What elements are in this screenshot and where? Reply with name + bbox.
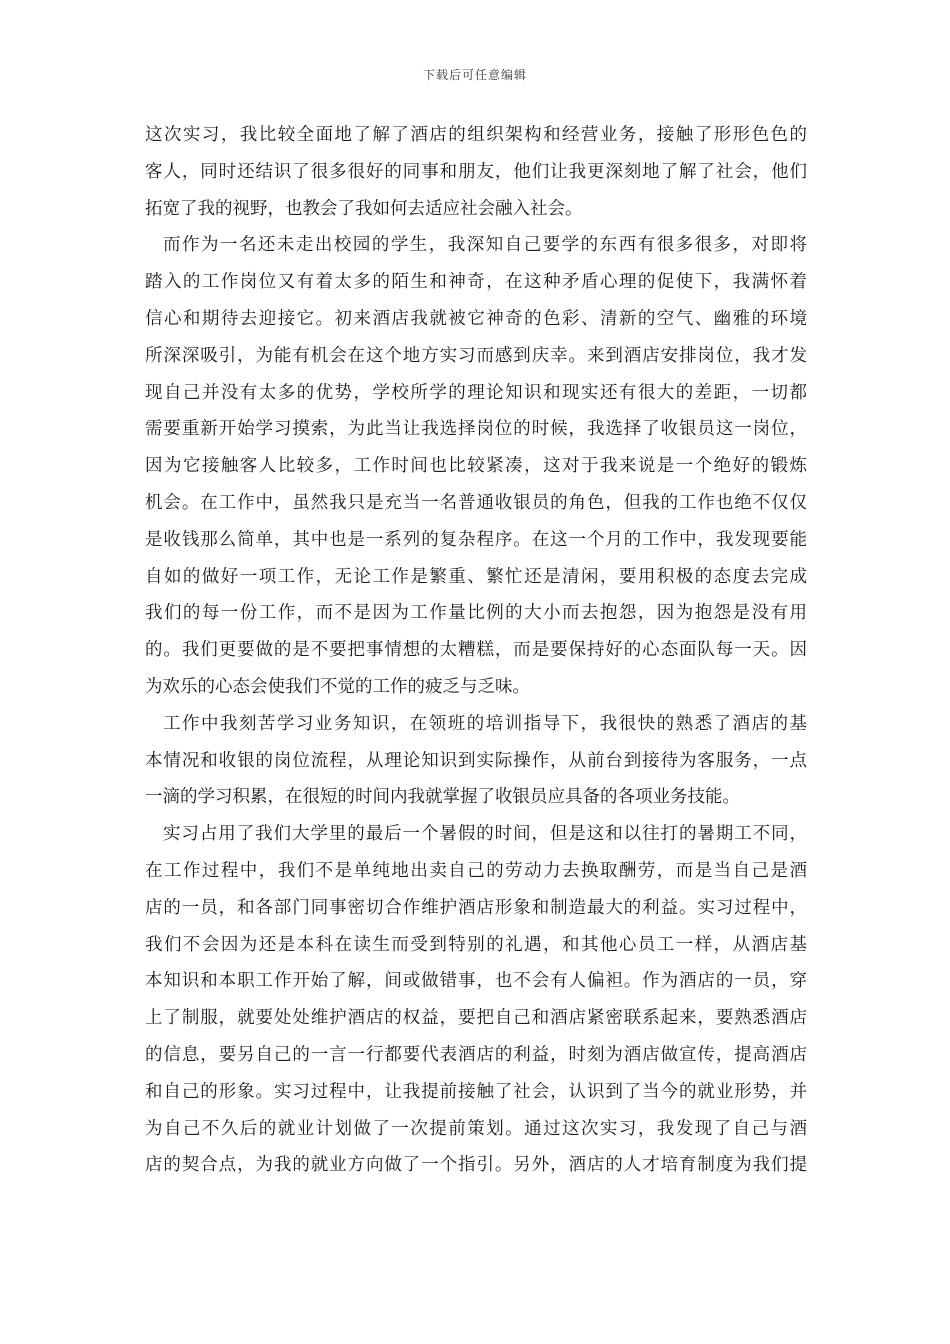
- text-line: 本情况和收银的岗位流程，从理论知识到实际操作，从前台到接待为客服务，一点: [145, 750, 807, 771]
- document-body: [145, 117, 807, 1184]
- text-line: 因为它接触客人比较多，工作时间也比较紧凑，这对于我来说是一个绝好的锻炼: [145, 456, 807, 477]
- text-line: 而作为一名还未走出校园的学生，我深知自己要学的东西有很多很多，对即将: [163, 235, 807, 256]
- text-line: 一滴的学习积累，在很短的时间内我就掌握了收银员应具备的各项业务技能。: [145, 787, 740, 808]
- text-line: 踏入的工作岗位又有着太多的陌生和神奇，在这种矛盾心理的促使下，我满怀着: [145, 272, 807, 293]
- text-line: 我们的每一份工作，而不是因为工作量比例的大小而去抱怨，因为抱怨是没有用: [145, 603, 807, 624]
- text-line: 的信息，要另自己的一言一行都要代表酒店的利益，时刻为酒店做宣传，提高酒店: [145, 1044, 807, 1065]
- text-line: 拓宽了我的视野，也教会了我如何去适应社会融入社会。: [145, 198, 583, 219]
- text-line: 的。我们更要做的是不要把事情想的太糟糕，而是要保持好的心态面队每一天。因: [145, 640, 807, 661]
- text-line: 是收钱那么简单，其中也是一系列的复杂程序。在这一个月的工作中，我发现要能: [145, 529, 807, 550]
- text-line: 信心和期待去迎接它。初来酒店我就被它神奇的色彩、清新的空气、幽雅的环境: [145, 308, 807, 329]
- text-line: 在工作过程中，我们不是单纯地出卖自己的劳动力去换取酬劳，而是当自己是酒: [145, 860, 807, 881]
- text-line: 现自己并没有太多的优势，学校所学的理论知识和现实还有很大的差距，一切都: [145, 382, 807, 403]
- text-line: 工作中我刻苦学习业务知识，在领班的培训指导下，我很快的熟悉了酒店的基: [163, 713, 807, 734]
- text-line: 和自己的形象。实习过程中，让我提前接触了社会，认识到了当今的就业形势，并: [145, 1081, 807, 1102]
- page-header: 下载后可任意编辑: [422, 68, 527, 82]
- text-line: 这次实习，我比较全面地了解了酒店的组织架构和经营业务，接触了形形色色的: [145, 125, 807, 145]
- text-line: 所深深吸引，为能有机会在这个地方实习而感到庆幸。来到酒店安排岗位，我才发: [145, 345, 807, 366]
- text-line: 店的契合点，为我的就业方向做了一个指引。另外，酒店的人才培育制度为我们提: [145, 1155, 807, 1176]
- text-line: 机会。在工作中，虽然我只是充当一名普通收银员的角色，但我的工作也绝不仅仅: [145, 492, 807, 513]
- text-line: 需要重新开始学习摸索，为此当让我选择岗位的时候，我选择了收银员这一岗位，: [145, 419, 807, 440]
- text-line: 实习占用了我们大学里的最后一个暑假的时间，但是这和以往打的暑期工不同，: [163, 824, 807, 845]
- text-line: 为欢乐的心态会使我们不觉的工作的疲乏与乏味。: [145, 676, 530, 697]
- text-line: 自如的做好一项工作，无论工作是繁重、繁忙还是清闲，要用积极的态度去完成: [145, 566, 807, 587]
- text-line: 为自己不久后的就业计划做了一次提前策划。通过这次实习，我发现了自己与酒: [145, 1118, 807, 1139]
- text-line: 客人，同时还结识了很多很好的同事和朋友，他们让我更深刻地了解了社会，他们: [145, 161, 807, 182]
- text-line: 店的一员，和各部门同事密切合作维护酒店形象和制造最大的利益。实习过程中，: [145, 897, 807, 918]
- text-line: 我们不会因为还是本科在读生而受到特别的礼遇，和其他心员工一样，从酒店基: [145, 934, 807, 955]
- text-line: 上了制服，就要处处维护酒店的权益，要把自己和酒店紧密联系起来，要熟悉酒店: [145, 1008, 807, 1029]
- text-line: 本知识和本职工作开始了解，间或做错事，也不会有人偏袒。作为酒店的一员，穿: [145, 971, 807, 992]
